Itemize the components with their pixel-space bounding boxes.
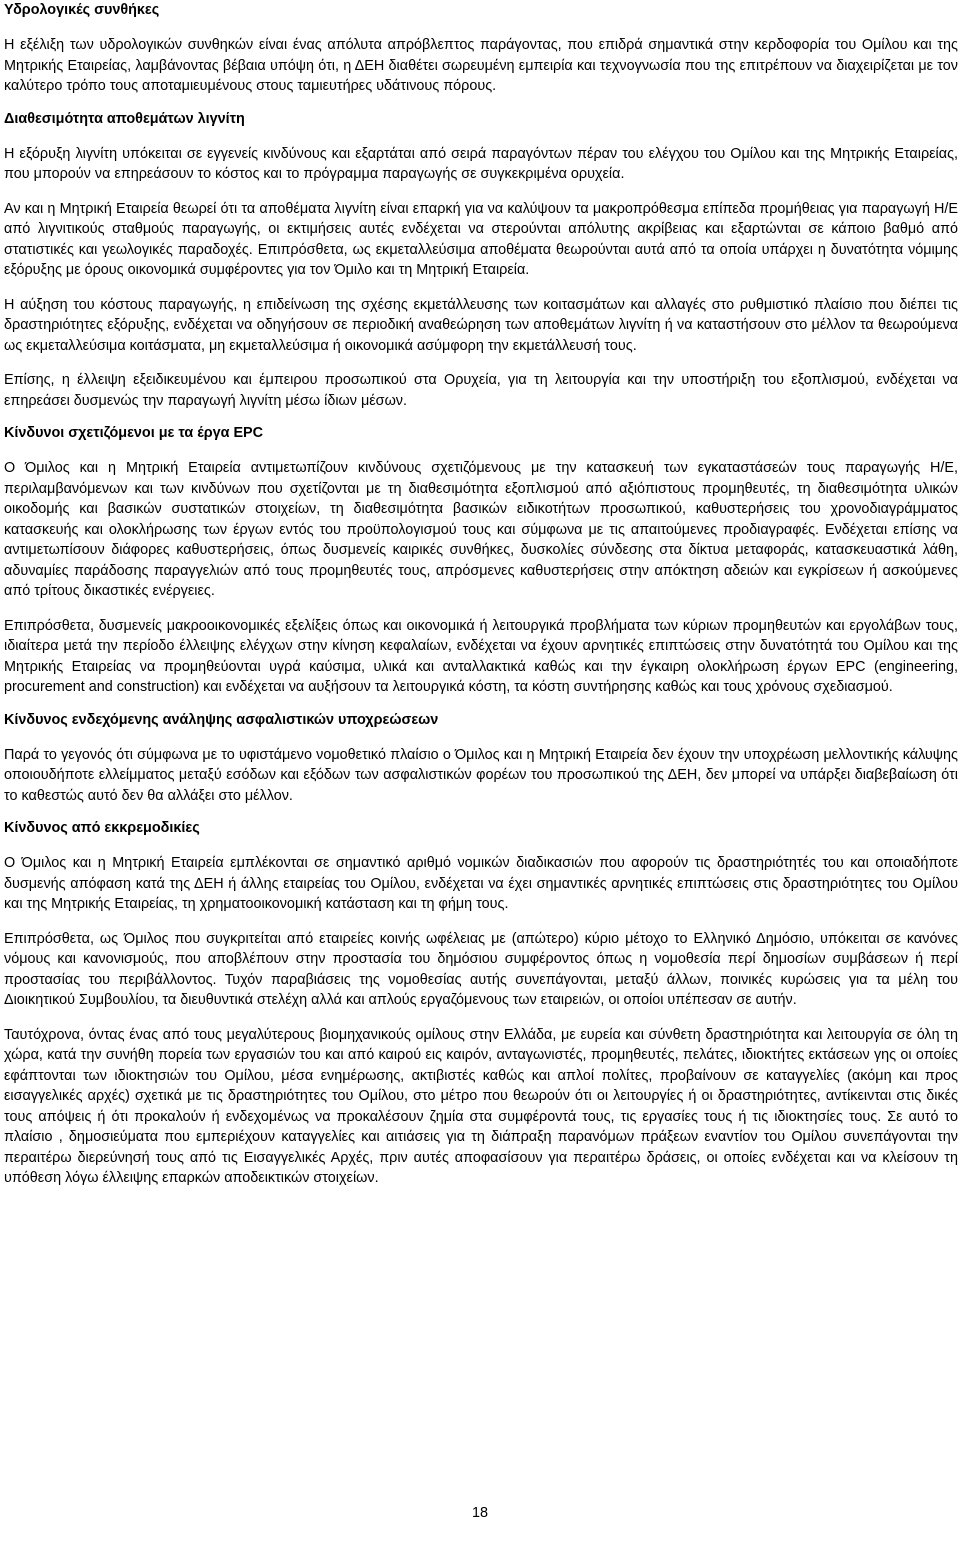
paragraph: Επιπρόσθετα, δυσμενείς μακροοικονομικές εξελίξεις όπως και οικονομικά ή λειτουργικά προβλήματα των κύριων προμηθευτών και εργολάβων τους, ιδιαίτερα μετά την περίοδο έλλειψης ελέγχων στην κίνηση κεφαλαίων, ενδέχεται να έχουν αρνητικές επιπτώσεις στην δυνατότητά του Ομίλου και της Μητρικής Εταιρείας να προμηθεύονται υγρά καύσιμα, υλικά και ανταλλακτικά καθώς και την έγκαιρη ολοκλήρωση έργων EPC (engineering, procurement and construction) και ενδέχεται να αυξήσουν τα λειτουργικά κόστη, τα κόστη συντήρησης καθώς και τους χρόνους σχεδιασμού. — [4, 617, 958, 695]
paragraph: Παρά το γεγονός ότι σύμφωνα με το υφιστάμενο νομοθετικό πλαίσιο ο Όμιλος και η Μητρική Εταιρεία δεν έχουν την υποχρέωση μελλοντικής κάλυψης οποιουδήποτε ελλείμματος μεταξύ εσόδων και εξόδων των ασφαλιστικών φορέων του προσωπικού της ΔΕΗ, δεν μπορεί να υπάρξει διαβεβαίωση ότι το καθεστώς αυτό δεν θα αλλάξει στο μέλλον. — [4, 746, 958, 804]
paragraph: Η αύξηση του κόστους παραγωγής, η επιδείνωση της σχέσης εκμετάλλευσης των κοιτασμάτων και αλλαγές στο ρυθμιστικό πλαίσιο που διέπει τις δραστηριότητες εξόρυξης, ενδέχεται να οδηγήσουν σε περιοδική αναθεώρηση των αποθεμάτων λιγνίτη ή να καταστήσουν στο μέλλον τα θεωρούμενα ως εκμεταλλεύσιμα κοιτάσματα, μη εκμεταλλεύσιμα ή οικονομικά ασύμφορη την εκμετάλλευσή τους. — [4, 296, 958, 354]
section-title-lignite-reserves: Διαθεσιμότητα αποθεμάτων λιγνίτη — [4, 110, 245, 127]
paragraph: Η εξόρυξη λιγνίτη υπόκειται σε εγγενείς κινδύνους και εξαρτάται από σειρά παραγόντων πέραν του ελέγχου του Ομίλου και της Μητρικής Εταιρείας, που μπορούν να επηρεάσουν το κόστος και το πρόγραμμα παραγωγής σε συγκεκριμένα ορυχεία. — [4, 145, 958, 182]
paragraph: Ταυτόχρονα, όντας ένας από τους μεγαλύτερους βιομηχανικούς ομίλους στην Ελλάδα, με ευρεία και σύνθετη δραστηριότητα και λειτουργία σε όλη τη χώρα, κατά την συνήθη πορεία των εργασιών του και από καιρού εις καιρόν, ανταγωνιστές, προμηθευτές, πελάτες, ιδιοκτήτες εκτάσεων γης οι οποίες εφάπτονται των ιδιοκτησιών του Ομίλου, μέσα ενημέρωσης, ακτιβιστές καθώς και απλοί πολίτες, προβαίνουν σε καταγγελίες (ακόμη και προς εισαγγελικές αρχές) σχετικά με τις δραστηριότητες του Ομίλου, στο μέτρο που θεωρούν ότι οι λειτουργίες ή οι δραστηριότητες, αντίκεινται στις δικές τους απόψεις ή ότι προκαλούν ή ενδεχομένως να προκαλέσουν ζημία στα συμφέροντά τους, τις εργασίες τους ή τις ιδιοκτησίες τους. Σε αυτό το πλαίσιο , δημοσιεύματα που εμπεριέχουν καταγγελίες και αιτιάσεις για τη διάπραξη παρανόμων πράξεων εναντίον του Ομίλου συνεπάγονται την περαιτέρω διερεύνησή τους από τις Εισαγγελικές Αρχές, πριν αυτές αποφασίσουν για περαιτέρω δράσεις, οι οποίες ενδέχεται και να κλείσουν τη υπόθεση λόγω έλλειψης επαρκών αποδεικτικών στοιχείων. — [4, 1026, 958, 1186]
document-page — [4, 0, 958, 1189]
paragraph: Αν και η Μητρική Εταιρεία θεωρεί ότι τα αποθέματα λιγνίτη είναι επαρκή για να καλύψουν τα μακροπρόθεσμα επίπεδα προμήθειας για παραγωγή Η/Ε από λιγνιτικούς σταθμούς παραγωγής, οι εκτιμήσεις αυτές ενδέχεται να στερούνται απόλυτης ακρίβειας και εξαρτώνται σε κάποιο βαθμό από στατιστικές και γεωλογικές παραδοχές. Επιπρόσθετα, ως εκμεταλλεύσιμα αποθέματα θεωρούνται αυτά από τα οποία υπάρχει η δυνατότητα νόμιμης εξόρυξης με όρους οικονομικά συμφέροντες για τον Όμιλο και τη Μητρική Εταιρεία. — [4, 200, 958, 278]
paragraph: Ο Όμιλος και η Μητρική Εταιρεία αντιμετωπίζουν κινδύνους σχετιζόμενους με την κατασκευή των εγκαταστάσεών τους παραγωγής Η/Ε, περιλαμβανόμενων και των κινδύνων που σχετίζονται με τη διαθεσιμότητα εξοπλισμού από αξιόπιστους προμηθευτές, τη διαθεσιμότητα υλικών οικοδομής και βασικών συστατικών στοιχείων, τη διαθεσιμότητα βασικών ειδικοτήτων προσωπικού, καθυστερήσεις του χρονοδιαγράμματος κατασκευής και ολοκλήρωσης των έργων εντός του προϋπολογισμού τους και σύμφωνα με τις απαιτούμενες προδιαγραφές. Ενδέχεται επίσης να αντιμετωπίσουν διάφορες καθυστερήσεις, όπως δυσμενείς καιρικές συνθήκες, δυσκολίες σύνδεσης στα δίκτυα μεταφοράς, κατασκευαστικά λάθη, αδυναμίες παράδοσης παραγγελιών από τους προμηθευτές τους, απρόσμενες καθυστερήσεις στην απόκτηση αδειών και εγκρίσεων ή ασκούμενες από τρίτους δικαστικές ενέργειες. — [4, 460, 958, 599]
section-title-litigation: Κίνδυνος από εκκρεμοδικίες — [4, 820, 200, 836]
paragraph: Επιπρόσθετα, ως Όμιλος που συγκριτείται από εταιρείες κοινής ωφέλειας με (απώτερο) κύριο μέτοχο το Ελληνικό Δημόσιο, υπόκειται σε κανόνες νόμους και κανονισμούς, που αποβλέπουν στην προστασία του δημόσιου συμφέροντος όπως η νομοθεσία περί δημοσίων συμβάσεων ή περί προστασίας του περιβάλλοντος. Τυχόν παραβιάσεις της νομοθεσίας αυτής συνεπάγονται, μεταξύ άλλων, ποινικές κυρώσεις για τα μέλη του Διοικητικού Συμβουλίου, τα διευθυντικά στελέχη αλλά και απλούς εργαζόμενους των εταιρειών, οι οποίοι υπέπεσαν σε αυτήν. — [4, 930, 958, 1008]
section-title-hydrological: Υδρολογικές συνθήκες — [4, 2, 160, 18]
paragraph: Ο Όμιλος και η Μητρική Εταιρεία εμπλέκονται σε σημαντικό αριθμό νομικών διαδικασιών που αφορούν τις δραστηριότητές του και οποιαδήποτε δυσμενής απόφαση κατά της ΔΕΗ ή άλλης εταιρείας του Ομίλου, ενδέχεται να έχει σημαντικές αρνητικές επιπτώσεις στις δραστηριότητες του Ομίλου και της Μητρικής Εταιρείας, τη χρηματοοικονομική κατάσταση και τη φήμη τους. — [4, 855, 958, 912]
paragraph: Η εξέλιξη των υδρολογικών συνθηκών είναι ένας απόλυτα απρόβλεπτος παράγοντας, που επιδρά σημαντικά στην κερδοφορία του Ομίλου και της Μητρικής Εταιρείας, λαμβάνοντας βέβαια υπόψη ότι, η ΔΕΗ διαθέτει σωρευμένη εμπειρία και τεχνογνωσία που της επιτρέπουν να διαχειρίζεται με τον καλύτερο τρόπο τους αποταμιευμένους στους ταμιευτήρες υδάτινους πόρους. — [4, 37, 958, 94]
page-number: 18 — [471, 1505, 488, 1521]
section-title-epc-risks: Κίνδυνοι σχετιζόμενοι με τα έργα EPC — [4, 425, 264, 441]
paragraph: Επίσης, η έλλειψη εξειδικευμένου και έμπειρου προσωπικού στα Ορυχεία, για τη λειτουργία και την υποστήριξη του εξοπλισμού, ενδέχεται να επηρεάσει δυσμενώς την παραγωγή λιγνίτη μέσω ίδιων μέσων. — [4, 372, 958, 409]
section-title-insurance-obligations: Κίνδυνος ενδεχόμενης ανάληψης ασφαλιστικών υποχρεώσεων — [4, 711, 439, 728]
